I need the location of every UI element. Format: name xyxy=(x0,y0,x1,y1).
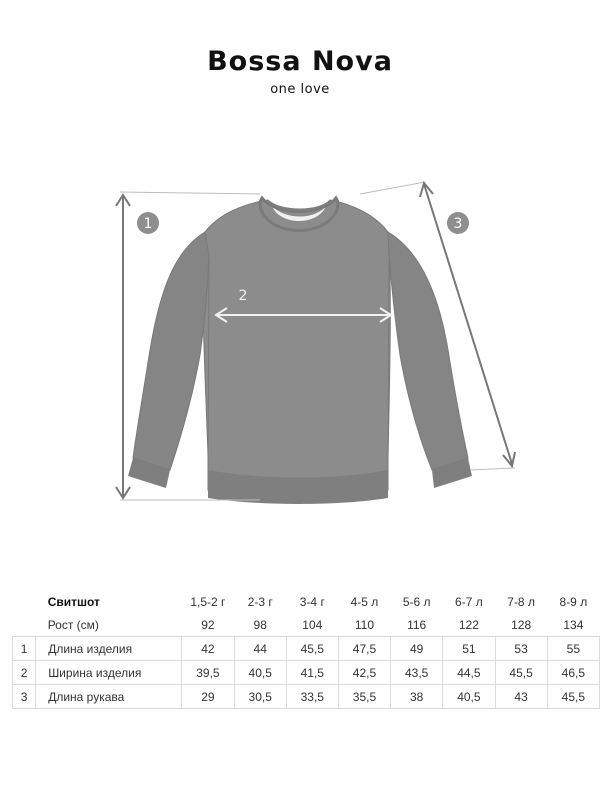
size-cell: 7-8 л xyxy=(507,594,535,609)
table-cell: 33,5 xyxy=(286,685,338,709)
table-cell: 40,5 xyxy=(234,661,286,685)
table-cell: 116 xyxy=(407,617,427,632)
brand-tagline: one love xyxy=(270,82,330,97)
table-cell: 44,5 xyxy=(443,661,495,685)
table-cell: 134 xyxy=(563,617,584,632)
table-cell: 38 xyxy=(391,685,443,709)
table-cell: 45,5 xyxy=(286,637,338,661)
size-cell: 2-3 г xyxy=(247,594,273,609)
table-cell: 39,5 xyxy=(182,661,235,685)
table-cell: 35,5 xyxy=(338,685,390,709)
sweatshirt-right-sleeve xyxy=(388,232,468,470)
table-cell: 128 xyxy=(511,617,532,632)
size-header-row xyxy=(13,590,600,613)
height-row xyxy=(13,613,600,637)
table-cell: 42,5 xyxy=(338,661,390,685)
row-label: Длина рукава xyxy=(36,685,182,709)
table-cell: 92 xyxy=(201,617,215,632)
table-cell: 53 xyxy=(495,637,547,661)
table-cell: 41,5 xyxy=(286,661,338,685)
size-cell: 3-4 г xyxy=(299,594,325,609)
size-cell: 1,5-2 г xyxy=(190,594,226,609)
table-row xyxy=(13,661,600,685)
table-cell: 47,5 xyxy=(338,637,390,661)
row-number: 1 xyxy=(13,637,36,661)
table-cell: 42 xyxy=(182,637,235,661)
height-label: Рост (см) xyxy=(47,617,99,632)
row-number: 2 xyxy=(13,661,36,685)
table-row xyxy=(13,685,600,709)
size-chart-table xyxy=(12,590,600,709)
measure-number-3: 3 xyxy=(453,216,463,232)
table-row xyxy=(13,637,600,661)
sweatshirt-illustration xyxy=(0,170,600,520)
table-cell: 45,5 xyxy=(495,661,547,685)
table-cell: 43,5 xyxy=(391,661,443,685)
row-label: Длина изделия xyxy=(36,637,182,661)
table-cell: 43 xyxy=(495,685,547,709)
table-cell: 45,5 xyxy=(547,685,599,709)
size-cell: 4-5 л xyxy=(350,594,379,609)
row-number: 3 xyxy=(13,685,36,709)
size-cell: 8-9 л xyxy=(559,594,588,609)
table-cell: 46,5 xyxy=(547,661,599,685)
table-cell: 122 xyxy=(458,617,479,632)
sweatshirt-body xyxy=(203,200,390,498)
measure-number-2: 2 xyxy=(238,288,248,304)
size-cell: 5-6 л xyxy=(402,594,431,609)
table-cell: 104 xyxy=(302,617,323,632)
table-cell: 40,5 xyxy=(443,685,495,709)
measure-number-1: 1 xyxy=(143,216,153,232)
table-cell: 98 xyxy=(253,617,267,632)
brand-logo: Bossa Nova xyxy=(207,46,393,77)
sweatshirt-left-sleeve xyxy=(133,232,209,470)
table-cell: 29 xyxy=(182,685,235,709)
table-cell: 44 xyxy=(234,637,286,661)
row-label: Ширина изделия xyxy=(36,661,182,685)
table-cell: 55 xyxy=(547,637,599,661)
table-cell: 110 xyxy=(354,617,375,632)
table-cell: 30,5 xyxy=(234,685,286,709)
product-name: Свитшот xyxy=(47,594,100,609)
table-cell: 51 xyxy=(443,637,495,661)
table-cell: 49 xyxy=(391,637,443,661)
size-cell: 6-7 л xyxy=(455,594,483,609)
